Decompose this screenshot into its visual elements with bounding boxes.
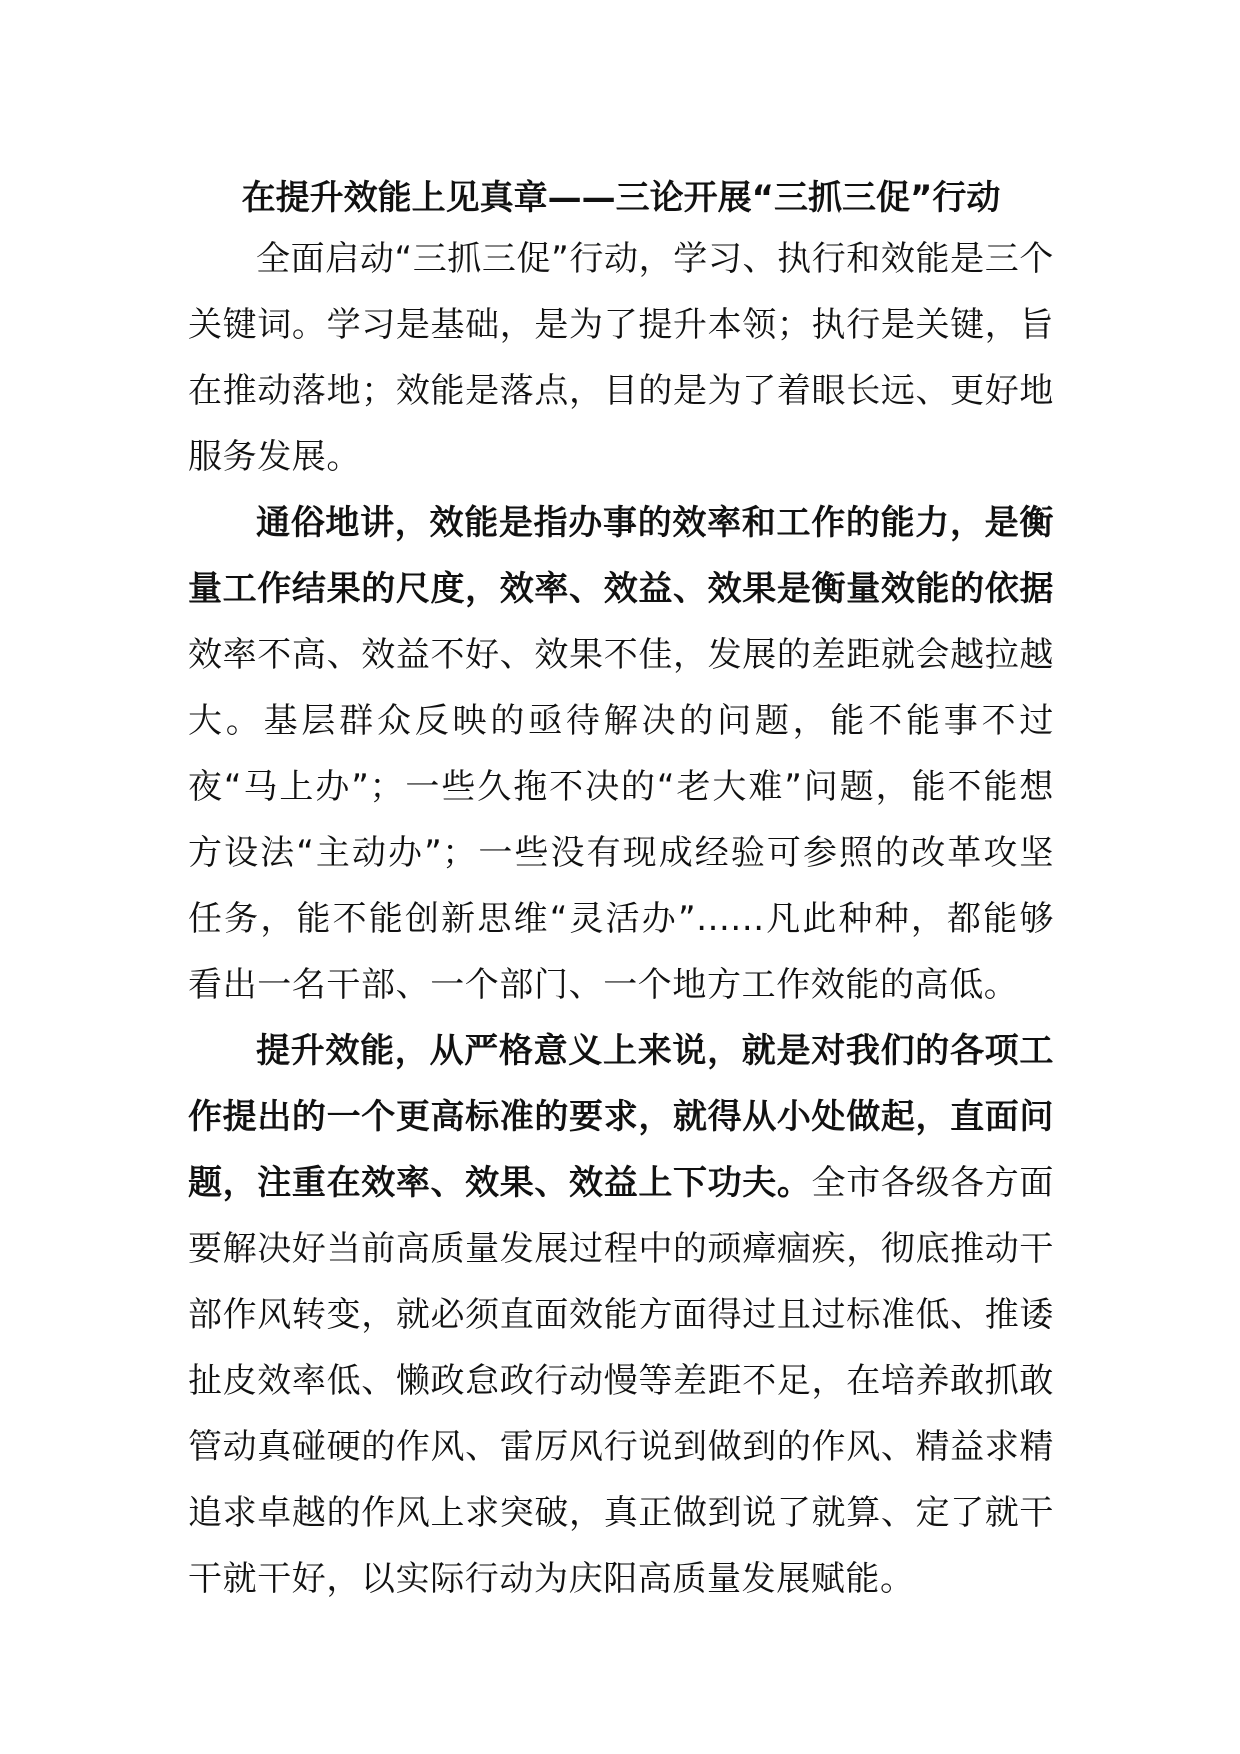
document-title: 在提升效能上见真章——三论开展“三抓三促”行动 xyxy=(241,178,1001,218)
paragraph-2 xyxy=(188,490,1054,1018)
paragraph-1 xyxy=(188,226,1054,490)
paragraph-1-body: 全面启动“三抓三促”行动，学习、执行和效能是三个关键词。学习是基础，是为了提升本领；执行是关键，旨在推动落地；效能是落点，目的是为了着眼长远、更好地服务发展。 xyxy=(188,239,1054,477)
paragraph-2-body: 效率不高、效益不好、效果不佳，发展的差距就会越拉越大。基层群众反映的亟待解决的问题，能不能事不过夜“马上办”；一些久拖不决的“老大难”问题，能不能想方设法“主动办”；一些没有现成经验可参照的改革攻坚任务，能不能创新思维“灵活办”......凡此种种，都能够看出一名干部、一个部门、一个地方工作效能的高低。 xyxy=(188,635,1054,1005)
document-content xyxy=(188,170,1054,1612)
paragraph-3-body: 全市各级各方面要解决好当前高质量发展过程中的顽瘴痼疾，彻底推动干部作风转变，就必须直面效能方面得过且过标准低、推诿扯皮效率低、懒政怠政行动慢等差距不足，在培养敢抓敢管动真碰硬的作风、雷厉风行说到做到的作风、精益求精追求卓越的作风上求突破，真正做到说了就算、定了就干干就干好，以实际行动为庆阳高质量发展赋能。 xyxy=(188,1163,1054,1599)
paragraph-2-lead: 通俗地讲，效能是指办事的效率和工作的能力，是衡量工作结果的尺度，效率、效益、效果是衡量效能的依据 xyxy=(188,503,1054,609)
paragraph-3 xyxy=(188,1018,1054,1612)
paragraph-3-lead: 提升效能，从严格意义上来说，就是对我们的各项工作提出的一个更高标准的要求，就得从小处做起，直面问题，注重在效率、效果、效益上下功夫。 xyxy=(188,1031,1054,1203)
